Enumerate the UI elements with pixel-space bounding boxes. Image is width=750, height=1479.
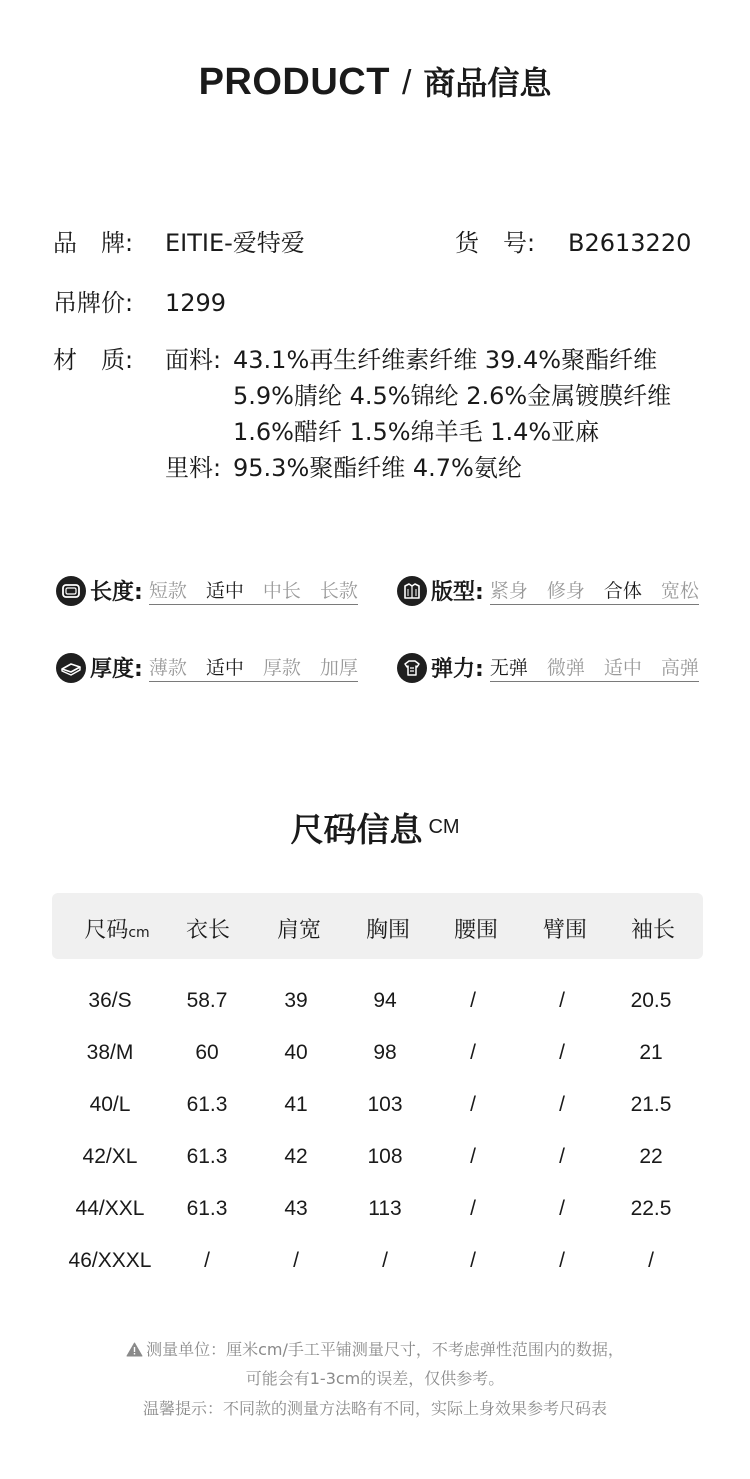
table-cell: / xyxy=(470,1197,476,1220)
thickness-option: 加厚 xyxy=(319,657,358,679)
header-size: 尺码cm xyxy=(84,918,150,943)
fit-option: 修身 xyxy=(546,580,585,602)
table-cell: / xyxy=(470,1093,476,1116)
elasticity-option-selected: 无弹 xyxy=(489,657,528,679)
size-table-header xyxy=(52,893,703,959)
elasticity-icon xyxy=(397,653,427,683)
table-cell: 58.7 xyxy=(186,989,228,1012)
table-row xyxy=(0,1087,750,1139)
table-cell: 39 xyxy=(284,989,308,1012)
elasticity-option: 适中 xyxy=(603,657,642,679)
header-waist: 腰围 xyxy=(453,918,499,943)
table-row xyxy=(0,1191,750,1243)
table-cell: 113 xyxy=(368,1197,402,1220)
thickness-option: 薄款 xyxy=(148,657,187,679)
fabric-line: 43.1%再生纤维素纤维 39.4%聚酯纤维 xyxy=(233,346,658,374)
brand-label: 品 牌: xyxy=(53,229,134,257)
table-cell: 44/XXL xyxy=(75,1197,145,1220)
table-cell: 42/XL xyxy=(82,1145,138,1168)
lining-value: 95.3%聚酯纤维 4.7%氨纶 xyxy=(233,454,522,482)
size-unit: CM xyxy=(428,816,460,838)
table-row xyxy=(0,983,750,1035)
note-line-2: 可能会有1-3cm的误差，仅供参考。 xyxy=(245,1369,505,1388)
table-cell: 46/XXXL xyxy=(68,1249,152,1272)
table-cell: 61.3 xyxy=(186,1197,228,1220)
elasticity-option: 微弹 xyxy=(546,657,585,679)
table-cell: 61.3 xyxy=(186,1093,228,1116)
header-length: 衣长 xyxy=(185,918,231,943)
table-cell: / xyxy=(470,1041,476,1064)
sku-value: B2613220 xyxy=(568,229,692,257)
table-cell: / xyxy=(204,1249,210,1272)
table-cell: / xyxy=(559,1145,565,1168)
table-cell: / xyxy=(559,1197,565,1220)
length-label: 长度: xyxy=(90,580,143,605)
table-cell: 38/M xyxy=(86,1041,134,1064)
fabric-row xyxy=(165,342,671,450)
material-label: 材 质: xyxy=(53,346,134,374)
table-cell: 42 xyxy=(284,1145,308,1168)
fabric-line: 1.6%醋纤 1.5%绵羊毛 1.4%亚麻 xyxy=(233,418,600,446)
lining-row xyxy=(165,450,671,486)
table-cell: / xyxy=(470,1145,476,1168)
measurement-note xyxy=(0,1337,750,1361)
length-icon xyxy=(56,576,86,606)
length-option-selected: 适中 xyxy=(205,580,244,602)
fabric-line: 5.9%腈纶 4.5%锦纶 2.6%金属镀膜纤维 xyxy=(233,382,672,410)
warning-icon xyxy=(126,1342,143,1361)
table-cell: 21 xyxy=(639,1041,663,1064)
sku-label: 货 号: xyxy=(455,229,536,257)
header-sleeve: 袖长 xyxy=(630,918,676,943)
elasticity-options xyxy=(490,653,699,682)
lining-label: 里料: xyxy=(165,454,222,482)
thickness-icon xyxy=(56,653,86,683)
size-title: 尺码信息 xyxy=(290,810,423,849)
table-cell: / xyxy=(648,1249,654,1272)
page-header xyxy=(0,58,750,104)
elasticity-option: 高弹 xyxy=(660,657,699,679)
table-cell: 40/L xyxy=(89,1093,131,1116)
fit-label: 版型: xyxy=(431,580,484,605)
thickness-option-selected: 适中 xyxy=(205,657,244,679)
table-cell: 21.5 xyxy=(630,1093,672,1116)
note-line-1: 测量单位：厘米cm/手工平铺测量尺寸，不考虑弹性范围内的数据， xyxy=(146,1340,624,1359)
length-option: 中长 xyxy=(262,580,301,602)
page-title-zh: 商品信息 xyxy=(423,64,552,102)
table-cell: 61.3 xyxy=(186,1145,228,1168)
table-cell: 22 xyxy=(639,1145,663,1168)
table-cell: 60 xyxy=(195,1041,219,1064)
fit-option-selected: 合体 xyxy=(603,580,642,602)
price-value: 1299 xyxy=(165,289,227,317)
attribute-fit xyxy=(397,575,699,606)
header-shoulder: 肩宽 xyxy=(276,918,322,943)
price-label: 吊牌价: xyxy=(53,289,134,317)
elasticity-label: 弹力: xyxy=(431,657,484,682)
table-cell: 20.5 xyxy=(630,989,672,1012)
table-cell: 108 xyxy=(367,1145,403,1168)
table-cell: / xyxy=(559,1249,565,1272)
attribute-length xyxy=(56,575,358,606)
fit-options xyxy=(490,576,699,605)
fabric-values xyxy=(233,342,671,450)
table-cell: / xyxy=(470,1249,476,1272)
material-block xyxy=(165,342,671,486)
table-cell: / xyxy=(293,1249,299,1272)
thickness-label: 厚度: xyxy=(90,657,143,682)
table-cell: 40 xyxy=(284,1041,308,1064)
table-cell: / xyxy=(559,1093,565,1116)
table-cell: 103 xyxy=(367,1093,403,1116)
table-cell: 98 xyxy=(373,1041,397,1064)
note-line-3: 温馨提示：不同款的测量方法略有不同，实际上身效果参考尺码表 xyxy=(142,1399,607,1418)
table-cell: 41 xyxy=(284,1093,308,1116)
header-chest: 胸围 xyxy=(365,918,411,943)
length-option: 长款 xyxy=(319,580,358,602)
fit-option: 宽松 xyxy=(660,580,699,602)
attribute-thickness xyxy=(56,652,358,683)
title-separator: / xyxy=(401,64,412,102)
brand-value: EITIE-爱特爱 xyxy=(165,229,305,257)
fit-option: 紧身 xyxy=(489,580,528,602)
table-cell: / xyxy=(382,1249,388,1272)
header-arm: 臂围 xyxy=(542,918,588,943)
length-option: 短款 xyxy=(148,580,187,602)
header-size-unit: cm xyxy=(128,925,150,941)
fabric-label: 面料: xyxy=(165,346,222,374)
table-cell: 22.5 xyxy=(630,1197,672,1220)
page-title-en: PRODUCT xyxy=(198,61,390,103)
table-cell: 43 xyxy=(284,1197,308,1220)
length-options xyxy=(149,576,358,605)
table-row xyxy=(0,1243,750,1295)
table-cell: / xyxy=(470,989,476,1012)
fit-icon xyxy=(397,576,427,606)
table-cell: 94 xyxy=(373,989,397,1012)
attribute-elasticity xyxy=(397,652,699,683)
table-cell: 36/S xyxy=(88,989,132,1012)
table-cell: / xyxy=(559,1041,565,1064)
size-section-title xyxy=(0,804,750,851)
table-row xyxy=(0,1139,750,1191)
thickness-option: 厚款 xyxy=(262,657,301,679)
thickness-options xyxy=(149,653,358,682)
table-row xyxy=(0,1035,750,1087)
table-cell: / xyxy=(559,989,565,1012)
